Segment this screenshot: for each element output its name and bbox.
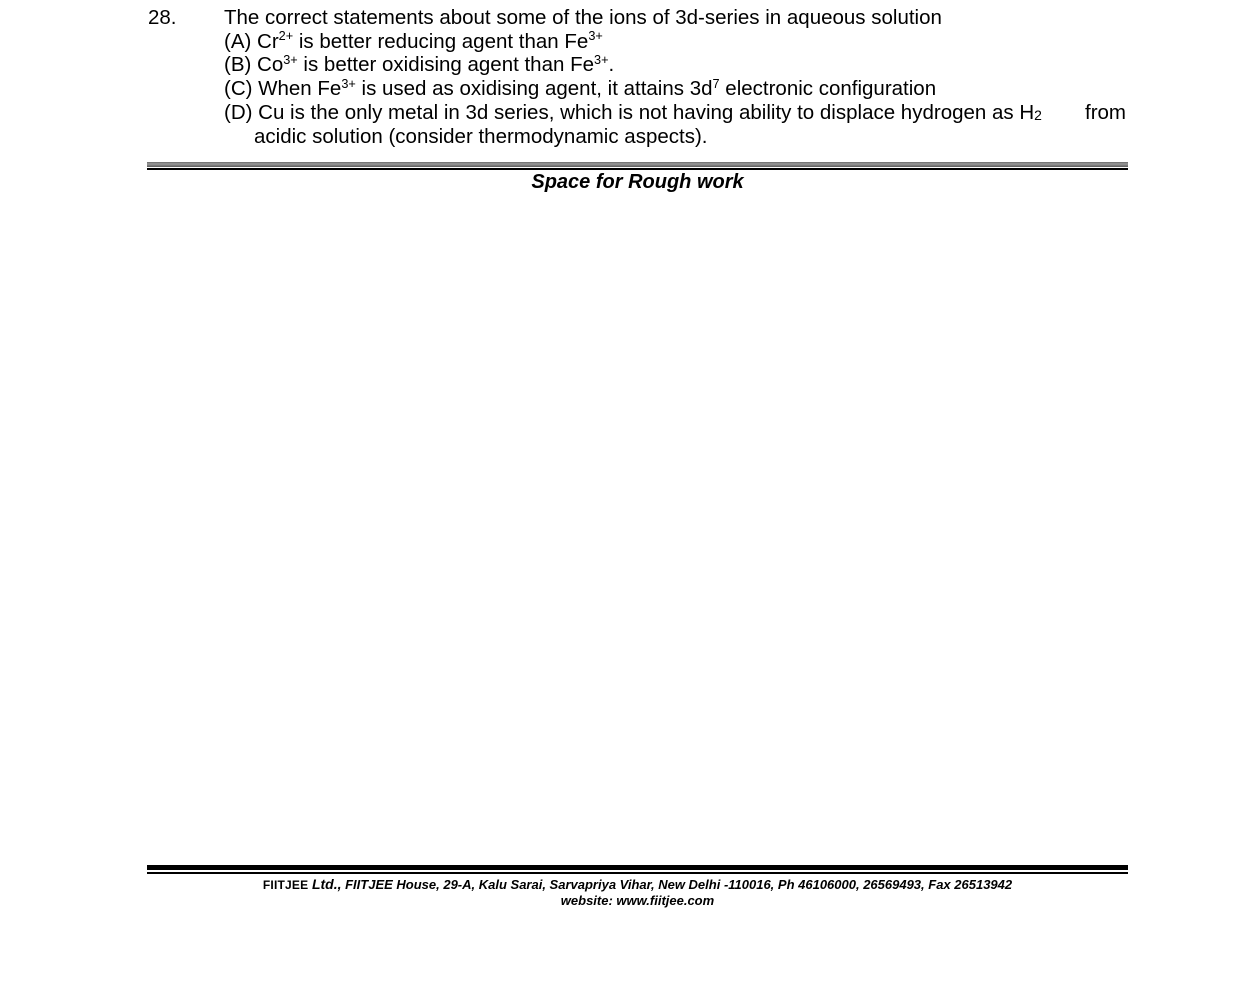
option-b-text-3: .: [608, 53, 615, 77]
footer: [147, 876, 1128, 909]
option-b-charge-1: 3+: [283, 52, 298, 68]
option-d-text: (D) Cu is the only metal in 3d series, which is not having ability to displace hydrogen as H: [224, 100, 1035, 124]
option-b: [224, 53, 1126, 77]
option-b-text: (B) Co: [224, 53, 284, 77]
option-c-text-3: electronic configuration: [719, 77, 937, 101]
question-stem: The correct statements about some of the ions of 3d-series in aqueous solution: [224, 6, 942, 29]
footer-address-line: [147, 876, 1128, 893]
rough-work-divider: [147, 162, 1128, 170]
footer-address: FIITJEE House, 29-A, Kalu Sarai, Sarvapriya Vihar, New Delhi -110016, Ph 46106000, 26569493, Fax 26513942: [345, 877, 1013, 892]
footer-divider: [147, 865, 1128, 874]
rough-work-title: Space for Rough work: [531, 171, 744, 193]
option-d-subscript: 2: [1034, 106, 1042, 123]
footer-brand: FIITJEE: [262, 878, 309, 892]
option-c: [224, 77, 1126, 101]
option-d-line-1: [224, 101, 1042, 125]
option-d: [224, 101, 1126, 125]
option-a-charge-2: 3+: [588, 28, 603, 44]
option-d-line-2: acidic solution (consider thermodynamic aspects).: [254, 124, 708, 148]
question-number: 28.: [148, 6, 177, 29]
option-a-text-2: is better reducing agent than Fe: [293, 29, 589, 53]
option-d-text-tail: from: [1085, 100, 1126, 124]
footer-ltd: Ltd.,: [311, 876, 342, 892]
option-c-text: (C) When Fe: [224, 77, 342, 101]
option-a-charge-1: 2+: [278, 28, 294, 44]
question-body: [224, 6, 1126, 148]
option-b-charge-2: 3+: [594, 52, 609, 68]
footer-website: website: www.fiitjee.com: [560, 893, 715, 908]
option-c-charge: 3+: [341, 75, 356, 91]
option-a: [224, 30, 1126, 54]
option-c-text-2: is used as oxidising agent, it attains 3d: [355, 77, 713, 101]
option-c-superscript: 7: [712, 75, 720, 91]
option-b-text-2: is better oxidising agent than Fe: [297, 53, 595, 77]
option-a-text: (A) Cr: [224, 29, 279, 53]
